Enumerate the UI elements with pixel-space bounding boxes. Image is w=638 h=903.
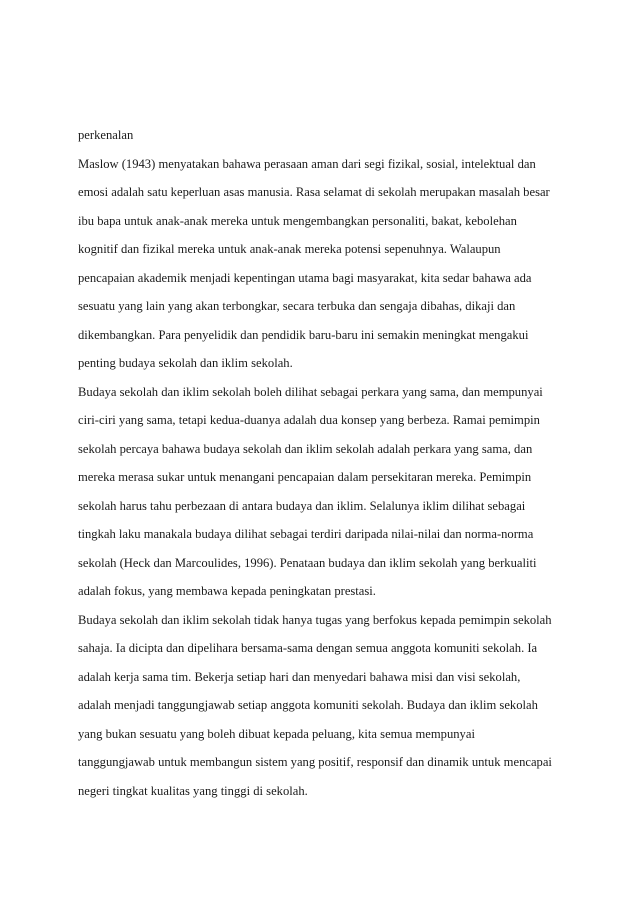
text-line: sekolah (Heck dan Marcoulides, 1996). Penataan budaya dan iklim sekolah yang berkualiti xyxy=(78,555,537,570)
text-line: tingkah laku manakala budaya dilihat sebagai terdiri daripada nilai-nilai dan norma-norma xyxy=(78,527,534,541)
text-line: tanggungjawab untuk membangun sistem yang positif, responsif dan dinamik untuk mencapai xyxy=(78,755,552,769)
document-body xyxy=(78,121,578,805)
text-line: kognitif dan fizikal mereka untuk anak-anak mereka potensi sepenuhnya. Walaupun xyxy=(78,242,501,256)
text-line: sahaja. Ia dicipta dan dipelihara bersama-sama dengan semua anggota komuniti sekolah. Ia xyxy=(78,641,538,655)
text-line: penting budaya sekolah dan iklim sekolah. xyxy=(78,356,293,370)
text-line: ibu bapa untuk anak-anak mereka untuk mengembangkan personaliti, bakat, kebolehan xyxy=(78,213,517,228)
text-line: adalah menjadi tanggungjawab setiap anggota komuniti sekolah. Budaya dan iklim sekolah xyxy=(78,698,538,712)
text-line: dikembangkan. Para penyelidik dan pendidik baru-baru ini semakin meningkat mengakui xyxy=(78,327,529,342)
text-line: Maslow (1943) menyatakan bahawa perasaan aman dari segi fizikal, sosial, intelektual dan xyxy=(78,156,536,171)
text-line: pencapaian akademik menjadi kepentingan utama bagi masyarakat, kita sedar bahawa ada xyxy=(78,270,532,285)
text-line: Budaya sekolah dan iklim sekolah tidak hanya tugas yang berfokus kepada pemimpin sekolah xyxy=(78,612,552,627)
text-line: Budaya sekolah dan iklim sekolah boleh dilihat sebagai perkara yang sama, dan mempunyai xyxy=(78,384,543,399)
text-line: adalah kerja sama tim. Bekerja setiap hari dan menyedari bahawa misi dan visi sekolah, xyxy=(78,669,521,684)
text-line: sesuatu yang lain yang akan terbongkar, secara terbuka dan sengaja dibahas, dikaji dan xyxy=(78,299,516,313)
text-line: sekolah percaya bahawa budaya sekolah dan iklim sekolah adalah perkara yang sama, dan xyxy=(78,441,533,456)
text-line: sekolah harus tahu perbezaan di antara budaya dan iklim. Selalunya iklim dilihat sebagai xyxy=(78,498,526,513)
text-line: ciri-ciri yang sama, tetapi kedua-duanya adalah dua konsep yang berbeza. Ramai pemimpin xyxy=(78,413,540,427)
text-line-heading: perkenalan xyxy=(78,128,134,142)
text-line: adalah fokus, yang membawa kepada peningkatan prestasi. xyxy=(78,584,376,598)
text-line: yang bukan sesuatu yang boleh dibuat kepada peluang, kita semua mempunyai xyxy=(78,726,475,741)
text-line: negeri tingkat kualitas yang tinggi di sekolah. xyxy=(78,783,308,798)
text-line: mereka merasa sukar untuk menangani pencapaian dalam persekitaran mereka. Pemimpin xyxy=(78,470,532,484)
text-line: emosi adalah satu keperluan asas manusia. Rasa selamat di sekolah merupakan masalah besar xyxy=(78,185,550,199)
